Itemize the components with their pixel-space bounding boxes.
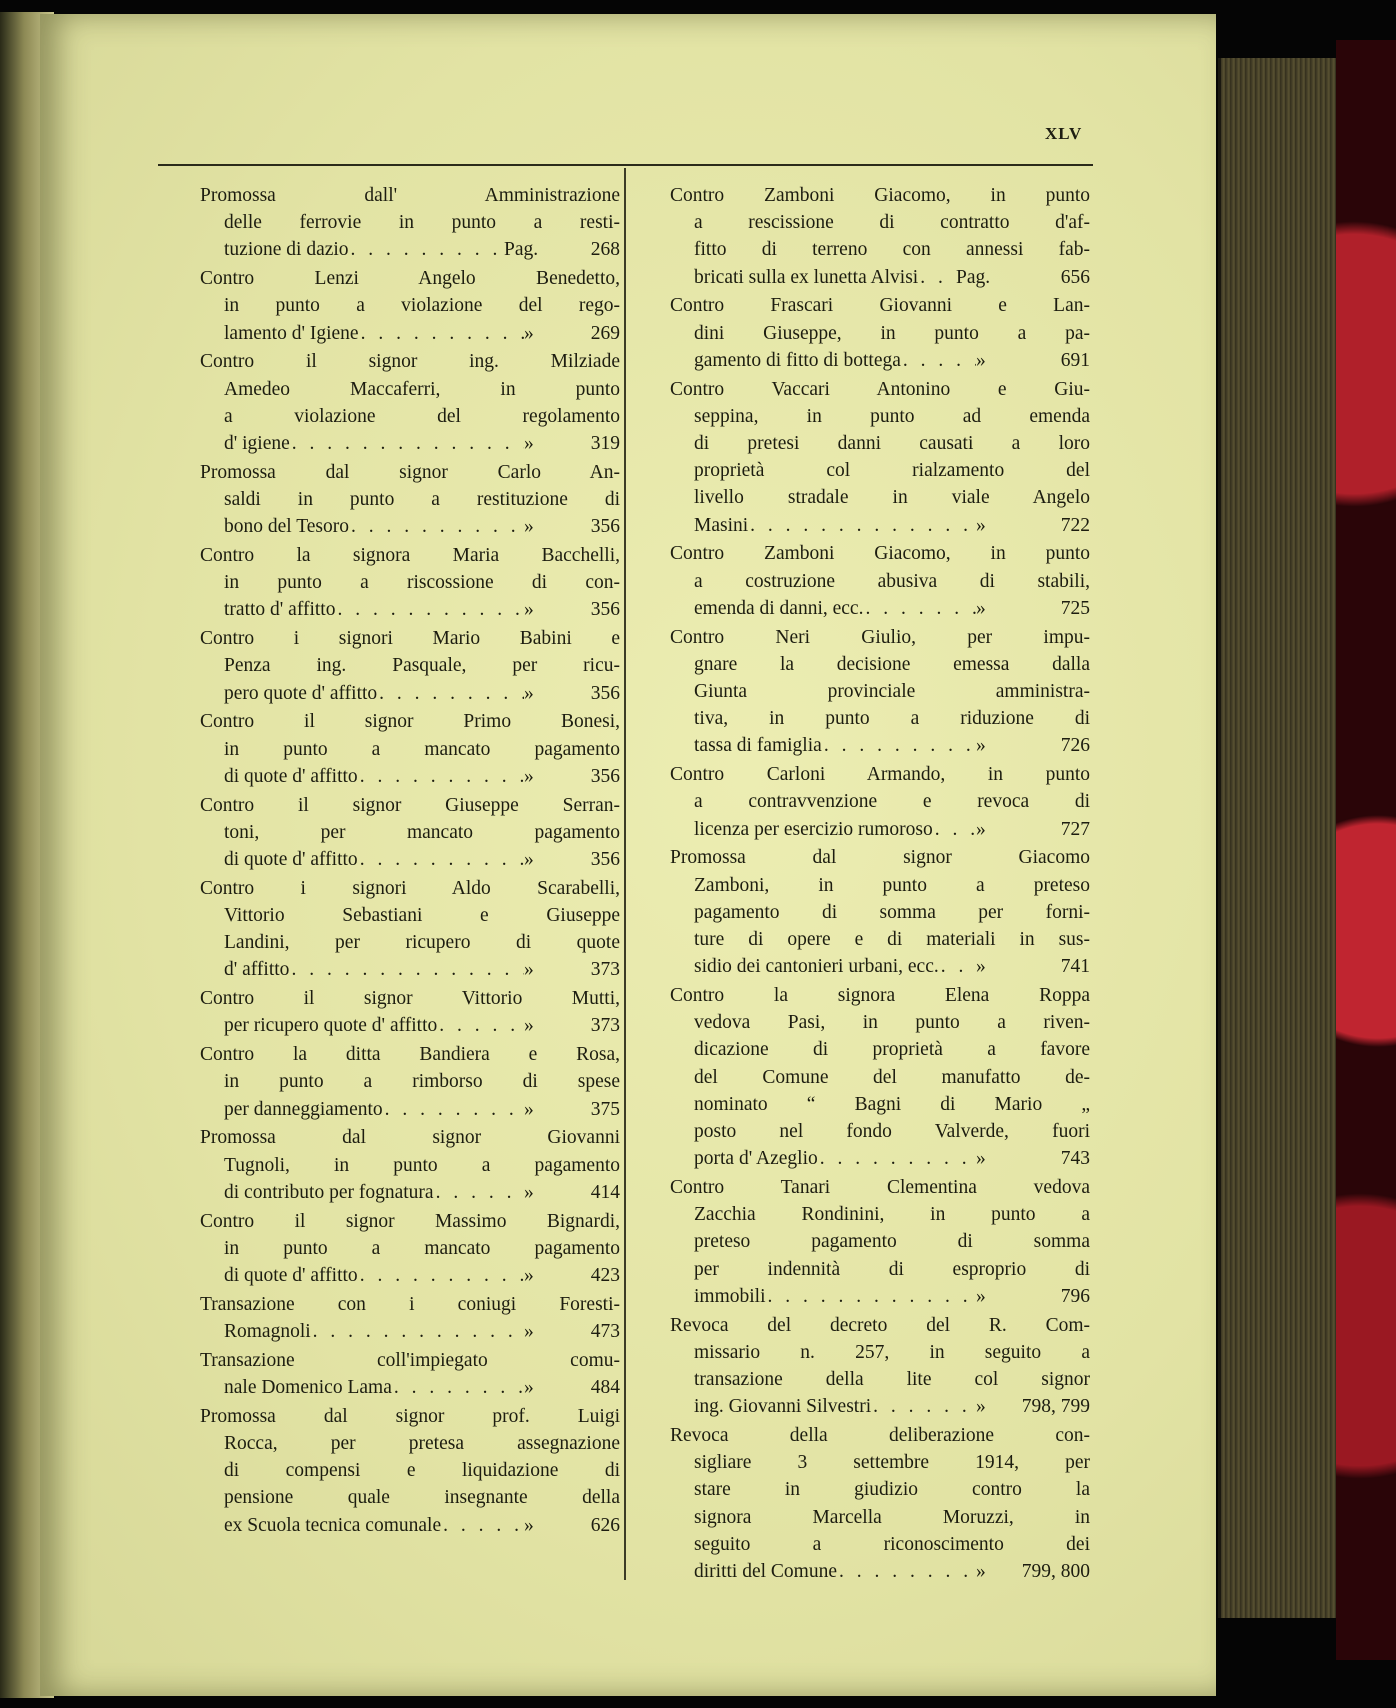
entry-last-text: di quote d' affitto: [224, 765, 358, 787]
index-entry: [200, 1347, 620, 1401]
entry-line: livello stradale in viale Angelo: [694, 487, 1090, 509]
page-marker: »: [976, 514, 986, 536]
dot-leader: [383, 1096, 524, 1123]
page-number: 656: [1060, 266, 1090, 288]
page-marker: »: [976, 956, 986, 978]
dot-leader: [871, 1393, 976, 1420]
entry-last-line: [200, 763, 620, 790]
page-marker: Pag.: [956, 266, 991, 288]
entry-line: per indennità di esproprio di: [694, 1258, 1090, 1280]
page-number: 356: [590, 599, 620, 621]
page-marker: »: [524, 516, 534, 538]
entry-line: Giunta provinciale amministra-: [694, 681, 1090, 703]
entry-line: Contro Carloni Armando, in punto: [670, 764, 1090, 786]
entry-line: toni, per mancato pagamento: [224, 821, 620, 843]
entry-line: Contro i signori Aldo Scarabelli,: [200, 877, 620, 899]
entry-last-line: [200, 1179, 620, 1206]
dot-leader: [349, 513, 524, 540]
entry-last-line: [670, 816, 1090, 843]
page-number: 356: [590, 849, 620, 871]
dot-leader: [349, 236, 504, 263]
page-number: 691: [1060, 349, 1090, 371]
index-entry: [200, 265, 620, 347]
entry-line: stare in giudizio contro la: [694, 1479, 1090, 1501]
index-entry: [200, 1041, 620, 1123]
entry-last-line: [670, 953, 1090, 980]
entry-line: a violazione del regolamento: [224, 405, 620, 427]
page-marker: »: [524, 433, 534, 455]
entry-last-text: di quote d' affitto: [224, 1265, 358, 1287]
entry-last-text: Romagnoli: [224, 1321, 311, 1343]
entry-last-text: immobili: [694, 1285, 766, 1307]
entry-line: saldi in punto a restituzione di: [224, 489, 620, 511]
entry-line: Contro la signora Elena Roppa: [670, 985, 1090, 1007]
entry-line: Contro Tanari Clementina vedova: [670, 1177, 1090, 1199]
dot-leader: [358, 763, 524, 790]
entry-last-text: d' igiene: [224, 433, 290, 455]
dot-leader: [863, 595, 976, 622]
entry-line: Penza ing. Pasquale, per ricu-: [224, 655, 620, 677]
entry-line: signora Marcella Moruzzi, in: [694, 1506, 1090, 1528]
entry-line: Contro il signor ing. Milziade: [200, 351, 620, 373]
entry-line: sigliare 3 settembre 1914, per: [694, 1452, 1090, 1474]
page-number: 725: [1060, 597, 1090, 619]
index-entry: [200, 348, 620, 457]
entry-line: Transazione con i coniugi Foresti-: [200, 1293, 620, 1315]
entry-line: Contro il signor Primo Bonesi,: [200, 711, 620, 733]
entry-last-line: [200, 513, 620, 540]
index-entry: [670, 1422, 1090, 1585]
entry-last-text: emenda di danni, ecc.: [694, 597, 864, 619]
entry-line: Contro la signora Maria Bacchelli,: [200, 545, 620, 567]
entry-line: Revoca della deliberazione con-: [670, 1425, 1090, 1447]
entry-last-text: per ricupero quote d' affitto: [224, 1015, 438, 1037]
entry-line: Promossa dal signor Giacomo: [670, 847, 1090, 869]
entry-last-text: di contributo per fognatura: [224, 1181, 434, 1203]
entry-last-text: diritti del Comune: [694, 1561, 837, 1583]
dot-leader: [437, 1012, 524, 1039]
entry-last-line: [670, 264, 1090, 291]
entry-line: Promossa dal signor Carlo An-: [200, 461, 620, 483]
entry-line: Revoca del decreto del R. Com-: [670, 1314, 1090, 1336]
dot-leader: [822, 732, 976, 759]
entry-line: in punto a rimborso di spese: [224, 1071, 620, 1093]
page-marker: »: [524, 1514, 534, 1536]
entry-line: pagamento di somma per forni-: [694, 901, 1090, 923]
entry-last-text: gamento di fitto di bottega: [694, 349, 901, 371]
page-marker: »: [976, 1561, 986, 1583]
entry-line: dini Giuseppe, in punto a pa-: [694, 322, 1090, 344]
page-number: 356: [590, 765, 620, 787]
dot-leader: [358, 846, 524, 873]
page-marker: »: [976, 1285, 986, 1307]
entry-last-text: licenza per esercizio rumoroso: [694, 818, 933, 840]
page-number: 798, 799: [1021, 1396, 1090, 1418]
entry-line: preteso pagamento di somma: [694, 1231, 1090, 1253]
entry-line: missario n. 257, in seguito a: [694, 1341, 1090, 1363]
page-number: 356: [590, 682, 620, 704]
index-entry: [670, 1174, 1090, 1310]
entry-last-line: [670, 1283, 1090, 1310]
page-number: 726: [1060, 735, 1090, 757]
marbled-cover: [1336, 40, 1396, 1660]
page-folio: XLV: [1045, 124, 1083, 143]
header-rule: [158, 164, 1093, 166]
index-entry: [200, 1124, 620, 1206]
dot-leader: [901, 347, 976, 374]
dot-leader: [377, 680, 524, 707]
entry-last-line: [200, 1262, 620, 1289]
entry-line: Contro Vaccari Antonino e Giu-: [670, 378, 1090, 400]
index-entry: [670, 1312, 1090, 1421]
page-number: 373: [590, 959, 620, 981]
entry-line: Promossa dal signor Giovanni: [200, 1127, 620, 1149]
entry-line: Zamboni, in punto a preteso: [694, 874, 1090, 896]
page-marker: »: [976, 597, 986, 619]
entry-line: Contro i signori Mario Babini e: [200, 628, 620, 650]
dot-leader: [441, 1512, 524, 1539]
entry-line: delle ferrovie in punto a resti-: [224, 212, 620, 234]
dot-leader: [434, 1179, 524, 1206]
entry-last-line: [670, 595, 1090, 622]
entry-last-text: per danneggiamento: [224, 1098, 383, 1120]
entry-last-line: [200, 1318, 620, 1345]
page-marker: Pag.: [504, 239, 539, 261]
entry-line: Landini, per ricupero di quote: [224, 932, 620, 954]
dot-leader: [392, 1374, 524, 1401]
page-marker: »: [524, 959, 534, 981]
dot-leader: [837, 1558, 976, 1585]
entry-line: Contro il signor Vittorio Mutti,: [200, 988, 620, 1010]
entry-line: Zacchia Rondinini, in punto a: [694, 1204, 1090, 1226]
index-entry: [670, 182, 1090, 291]
entry-line: Tugnoli, in punto a pagamento: [224, 1154, 620, 1176]
index-entry: [200, 1208, 620, 1290]
page-number: 414: [590, 1181, 620, 1203]
dot-leader: [939, 953, 976, 980]
entry-line: Vittorio Sebastiani e Giuseppe: [224, 905, 620, 927]
entry-last-line: [670, 347, 1090, 374]
right-column: [670, 182, 1090, 1587]
page-marker: »: [524, 599, 534, 621]
index-entry: [200, 542, 620, 624]
entry-line: transazione della lite col signor: [694, 1369, 1090, 1391]
page-number: 269: [590, 322, 620, 344]
index-entry: [200, 875, 620, 984]
page-edges: [1218, 58, 1339, 1618]
entry-last-text: tassa di famiglia: [694, 735, 822, 757]
page-number: 799, 800: [1021, 1561, 1090, 1583]
index-entry: [670, 292, 1090, 374]
entry-line: Contro Zamboni Giacomo, in punto: [670, 543, 1090, 565]
entry-line: vedova Pasi, in punto a riven-: [694, 1012, 1090, 1034]
entry-line: fitto di terreno con annessi fab-: [694, 239, 1090, 261]
entry-last-text: tratto d' affitto: [224, 599, 336, 621]
entry-line: Amedeo Maccaferri, in punto: [224, 378, 620, 400]
entry-line: Contro Neri Giulio, per impu-: [670, 626, 1090, 648]
page-marker: »: [524, 682, 534, 704]
page-marker: »: [524, 849, 534, 871]
page-marker: »: [524, 1377, 534, 1399]
page-marker: »: [524, 765, 534, 787]
entry-line: in punto a mancato pagamento: [224, 738, 620, 760]
entry-last-line: [200, 1374, 620, 1401]
entry-last-text: bricati sulla ex lunetta Alvisi: [694, 266, 919, 288]
left-column: [200, 182, 620, 1540]
page-marker: »: [524, 1098, 534, 1120]
page-number: 373: [590, 1015, 620, 1037]
dot-leader: [311, 1318, 524, 1345]
entry-line: ture di opere e di materiali in sus-: [694, 929, 1090, 951]
entry-line: in punto a mancato pagamento: [224, 1237, 620, 1259]
page-number: 375: [590, 1098, 620, 1120]
entry-line: Contro il signor Giuseppe Serran-: [200, 794, 620, 816]
index-entry: [200, 1291, 620, 1345]
entry-line: Rocca, per pretesa assegnazione: [224, 1433, 620, 1455]
index-entry: [200, 625, 620, 707]
page-number: 741: [1060, 956, 1090, 978]
page-number: 626: [590, 1514, 620, 1536]
index-entry: [200, 182, 620, 264]
page-number: 268: [590, 239, 620, 261]
column-divider: [624, 168, 626, 1580]
dot-leader: [359, 320, 524, 347]
dot-leader: [818, 1145, 976, 1172]
entry-line: dicazione di proprietà a favore: [694, 1039, 1090, 1061]
page-number: 743: [1060, 1148, 1090, 1170]
entry-last-text: tuzione di dazio: [224, 239, 349, 261]
index-entry: [670, 540, 1090, 622]
page-number: 727: [1060, 818, 1090, 840]
entry-line: Promossa dall' Amministrazione: [200, 185, 620, 206]
index-entry: [670, 376, 1090, 539]
entry-last-line: [670, 1558, 1090, 1585]
entry-last-line: [200, 956, 620, 983]
entry-line: seguito a riconoscimento dei: [694, 1533, 1090, 1555]
entry-last-text: nale Domenico Lama: [224, 1377, 392, 1399]
page-marker: »: [976, 1396, 986, 1418]
page-number: 319: [590, 433, 620, 455]
entry-last-line: [670, 732, 1090, 759]
entry-line: a contravvenzione e revoca di: [694, 791, 1090, 813]
dot-leader: [290, 430, 524, 457]
entry-last-text: ex Scuola tecnica comunale: [224, 1514, 442, 1536]
entry-line: proprietà col rialzamento del: [694, 460, 1090, 482]
index-entry: [200, 792, 620, 874]
entry-line: nominato “ Bagni di Mario „: [694, 1093, 1090, 1115]
page-marker: »: [976, 818, 986, 840]
entry-last-line: [200, 596, 620, 623]
entry-line: del Comune del manufatto de-: [694, 1066, 1090, 1088]
entry-last-text: Masini: [694, 514, 749, 536]
entry-last-text: sidio dei cantonieri urbani, ecc.: [694, 956, 939, 978]
page-number: 356: [590, 516, 620, 538]
entry-line: Contro Zamboni Giacomo, in punto: [670, 185, 1090, 206]
entry-line: gnare la decisione emessa dalla: [694, 653, 1090, 675]
index-entry: [200, 985, 620, 1039]
entry-line: posto nel fondo Valverde, fuori: [694, 1121, 1090, 1143]
page-marker: »: [524, 1015, 534, 1037]
entry-line: pensione quale insegnante della: [224, 1487, 620, 1509]
page-number: 722: [1060, 514, 1090, 536]
entry-last-line: [670, 1145, 1090, 1172]
entry-line: in punto a violazione del rego-: [224, 295, 620, 317]
dot-leader: [918, 264, 956, 291]
page-marker: »: [976, 1148, 986, 1170]
entry-last-line: [200, 1096, 620, 1123]
index-entry: [670, 761, 1090, 843]
entry-last-text: ing. Giovanni Silvestri: [694, 1396, 872, 1418]
dot-leader: [358, 1262, 524, 1289]
entry-last-text: d' affitto: [224, 959, 290, 981]
dot-leader: [933, 816, 976, 843]
page-number: 484: [590, 1377, 620, 1399]
entry-line: in punto a riscossione di con-: [224, 572, 620, 594]
entry-last-line: [670, 1393, 1090, 1420]
entry-last-line: [200, 430, 620, 457]
index-entry: [670, 624, 1090, 760]
entry-last-line: [200, 680, 620, 707]
entry-line: a costruzione abusiva di stabili,: [694, 570, 1090, 592]
entry-line: Contro la ditta Bandiera e Rosa,: [200, 1044, 620, 1066]
entry-last-line: [200, 236, 620, 263]
index-entry: [200, 1403, 620, 1539]
page-number: 796: [1060, 1285, 1090, 1307]
entry-line: Contro Lenzi Angelo Benedetto,: [200, 268, 620, 290]
page-marker: »: [976, 735, 986, 757]
entry-last-text: porta d' Azeglio: [694, 1148, 818, 1170]
entry-line: tiva, in punto a riduzione di: [694, 708, 1090, 730]
dot-leader: [335, 596, 524, 623]
index-entry: [670, 982, 1090, 1172]
page-number: 423: [590, 1265, 620, 1287]
entry-last-text: bono del Tesoro: [224, 516, 350, 538]
page-number: 473: [590, 1321, 620, 1343]
dot-leader: [766, 1283, 976, 1310]
entry-line: seppina, in punto ad emenda: [694, 405, 1090, 427]
entry-last-line: [200, 846, 620, 873]
entry-last-line: [200, 1512, 620, 1539]
entry-last-line: [200, 320, 620, 347]
dot-leader: [289, 956, 524, 983]
page-marker: »: [524, 322, 534, 344]
entry-last-line: [670, 512, 1090, 539]
entry-line: Contro Frascari Giovanni e Lan-: [670, 295, 1090, 317]
entry-last-line: [200, 1012, 620, 1039]
index-entry: [670, 844, 1090, 980]
entry-line: di compensi e liquidazione di: [224, 1460, 620, 1482]
entry-last-text: lamento d' Igiene: [224, 322, 359, 344]
entry-line: a rescissione di contratto d'af-: [694, 212, 1090, 234]
page-marker: »: [976, 349, 986, 371]
entry-line: di pretesi danni causati a loro: [694, 433, 1090, 455]
entry-line: Contro il signor Massimo Bignardi,: [200, 1210, 620, 1232]
page-marker: »: [524, 1181, 534, 1203]
page-marker: »: [524, 1321, 534, 1343]
entry-last-text: pero quote d' affitto: [224, 682, 378, 704]
entry-line: Transazione coll'impiegato comu-: [200, 1349, 620, 1371]
page-marker: »: [524, 1265, 534, 1287]
entry-last-text: di quote d' affitto: [224, 849, 358, 871]
index-entry: [200, 459, 620, 541]
entry-line: Promossa dal signor prof. Luigi: [200, 1405, 620, 1427]
index-entry: [200, 708, 620, 790]
dot-leader: [748, 512, 976, 539]
